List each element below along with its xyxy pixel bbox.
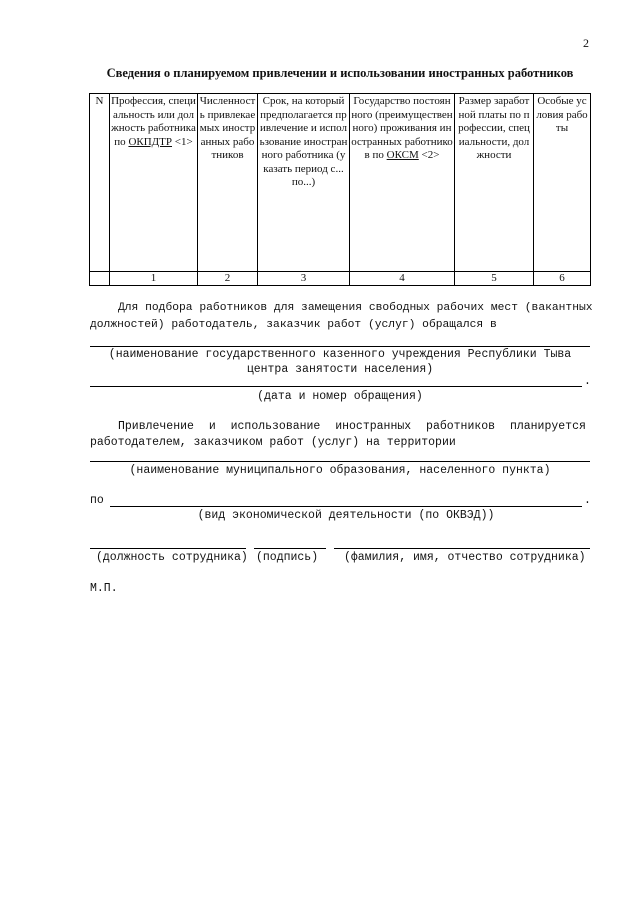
number-cell bbox=[90, 272, 110, 286]
header-cell-country: Государство постоянного (преимущественного) проживания иностранных работников по ОКСМ <2> bbox=[350, 94, 455, 272]
employment-center-field-line bbox=[90, 346, 590, 347]
caption-activity: (вид экономической деятельности (по ОКВЭД)) bbox=[197, 509, 495, 522]
caption-territory: (наименование муниципального образования, населенного пункта) bbox=[129, 464, 551, 477]
caption-position: (должность сотрудника) bbox=[96, 551, 248, 564]
position-field-line bbox=[90, 548, 246, 549]
caption-signature: (подпись) bbox=[256, 551, 319, 564]
number-cell: 2 bbox=[198, 272, 258, 286]
request-date-field-line bbox=[90, 386, 582, 387]
trailing-dot: . bbox=[584, 375, 591, 388]
header-cell-salary: Размер заработной платы по профессии, специальности, должности bbox=[455, 94, 534, 272]
page-number: 2 bbox=[583, 36, 589, 50]
table-header-row bbox=[90, 94, 591, 272]
okpdtr-link[interactable]: ОКПДТР bbox=[128, 135, 173, 148]
territory-field-line bbox=[90, 461, 590, 462]
header-cell-quantity: Численность привлекаемых иностранных работников bbox=[198, 94, 258, 272]
number-cell: 1 bbox=[110, 272, 198, 286]
caption-full-name: (фамилия, имя, отчество сотрудника) bbox=[344, 551, 586, 564]
caption-employment-center-line-1: (наименование государственного казенного учреждения Республики Тыва bbox=[108, 348, 572, 361]
activity-field-line bbox=[110, 506, 582, 507]
paragraph-2-line-2: работодателем, заказчиком работ (услуг) на территории bbox=[90, 436, 456, 449]
number-cell: 5 bbox=[455, 272, 534, 286]
header-cell-profession: Профессия, специальность или должность работника по ОКПДТР <1> bbox=[110, 94, 198, 272]
caption-employment-center-line-2: центра занятости населения) bbox=[246, 363, 434, 376]
oksm-link[interactable]: ОКСМ bbox=[386, 149, 419, 161]
paragraph-1-line-1: Для подбора работников для замещения свободных рабочих мест (вакантных bbox=[118, 302, 593, 314]
caption-request-date: (дата и номер обращения) bbox=[257, 390, 423, 403]
foreign-workers-table bbox=[89, 93, 591, 286]
paragraph-1-line-2: должностей) работодатель, заказчик работ (услуг) обращался в bbox=[90, 319, 497, 331]
trailing-dot: . bbox=[584, 494, 591, 507]
paragraph-2-line-1: Привлечение и использование иностранных работников планируется bbox=[118, 420, 586, 433]
number-cell: 4 bbox=[350, 272, 455, 286]
name-field-line bbox=[334, 548, 590, 549]
po-label: по bbox=[90, 494, 104, 507]
header-cell-number: N bbox=[90, 94, 110, 272]
signature-field-line bbox=[254, 548, 326, 549]
number-cell: 6 bbox=[534, 272, 591, 286]
stamp-label: М.П. bbox=[90, 582, 118, 595]
header-cell-conditions: Особые условия работы bbox=[534, 94, 591, 272]
number-cell: 3 bbox=[258, 272, 350, 286]
table-number-row bbox=[90, 272, 591, 286]
header-cell-term: Срок, на который предполагается привлечение и использование иностранного работника (указать период с... по...) bbox=[258, 94, 350, 272]
page-title: Сведения о планируемом привлечении и использовании иностранных работников bbox=[106, 66, 574, 80]
